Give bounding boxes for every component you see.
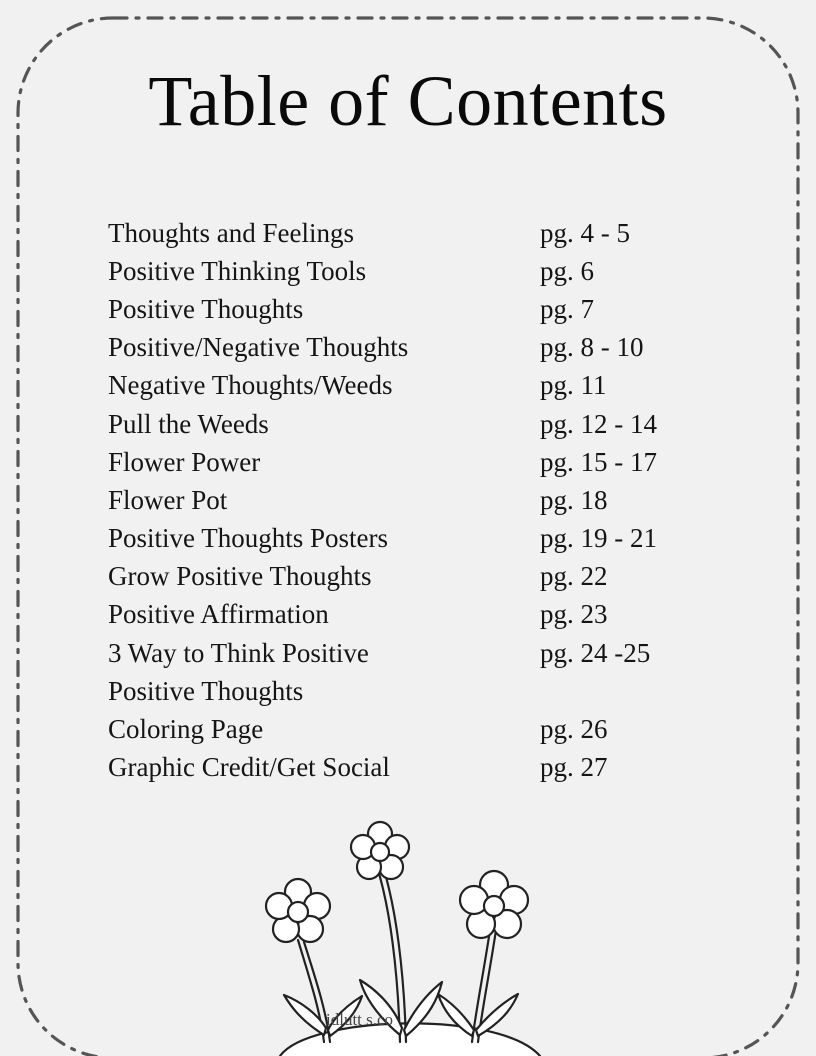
toc-entry-page: pg. 7	[540, 293, 594, 324]
toc-entry-page: pg. 6	[540, 255, 594, 286]
toc-entry-title: Flower Power	[108, 446, 261, 477]
toc-entry-page: pg. 22	[540, 561, 608, 592]
toc-entry	[108, 290, 708, 328]
toc-entry	[108, 596, 708, 634]
toc-entry	[108, 749, 708, 787]
toc-entry	[108, 405, 708, 443]
toc-entry	[108, 214, 708, 252]
toc-entry-page: pg. 26	[540, 714, 608, 745]
toc-entry-title: Positive Thoughts	[108, 293, 304, 324]
toc-entry-page: pg. 19 - 21	[540, 523, 657, 554]
toc-entry-title: Coloring Page	[108, 714, 264, 745]
toc-entry-title: Pull the Weeds	[108, 408, 269, 439]
toc-entry-title: Thoughts and Feelings	[108, 217, 354, 248]
toc-entry-page: pg. 11	[540, 370, 607, 401]
toc-entry	[108, 367, 708, 405]
toc-entry	[108, 634, 708, 672]
toc-entry-page: pg. 23	[540, 599, 608, 630]
toc-entry	[108, 481, 708, 519]
toc-entry	[108, 520, 708, 558]
toc-entry	[108, 252, 708, 290]
table-of-contents	[108, 214, 708, 787]
toc-entry-page: pg. 18	[540, 484, 608, 515]
watermark-text: idlutt s.co	[326, 1010, 394, 1029]
toc-entry-title: Grow Positive Thoughts	[108, 561, 372, 592]
toc-entry-title: Positive/Negative Thoughts	[108, 332, 409, 363]
toc-entry-title: Negative Thoughts/Weeds	[108, 370, 393, 401]
toc-entry-page: pg. 8 - 10	[540, 332, 644, 363]
toc-entry-title: Positive Affirmation	[108, 599, 329, 630]
toc-entry	[108, 558, 708, 596]
toc-entry	[108, 710, 708, 748]
toc-entry-title: 3 Way to Think Positive	[108, 637, 369, 668]
page-title: Table of Contents	[148, 61, 668, 141]
toc-entry-page: pg. 4 - 5	[540, 217, 630, 248]
toc-entry	[108, 329, 708, 367]
toc-entry-page: pg. 15 - 17	[540, 446, 657, 477]
flowers-illustration-icon	[240, 810, 570, 1056]
toc-entry-title: Flower Pot	[108, 484, 228, 515]
toc-entry	[108, 443, 708, 481]
toc-entry-page: pg. 12 - 14	[540, 408, 657, 439]
toc-entry-page: pg. 27	[540, 752, 608, 783]
toc-entry-title: Positive Thinking Tools	[108, 255, 367, 286]
toc-entry-title: Positive Thoughts	[108, 675, 304, 706]
toc-entry-page: pg. 24 -25	[540, 637, 651, 668]
toc-entry	[108, 672, 708, 710]
toc-entry-title: Positive Thoughts Posters	[108, 523, 389, 554]
toc-entry-title: Graphic Credit/Get Social	[108, 752, 390, 783]
